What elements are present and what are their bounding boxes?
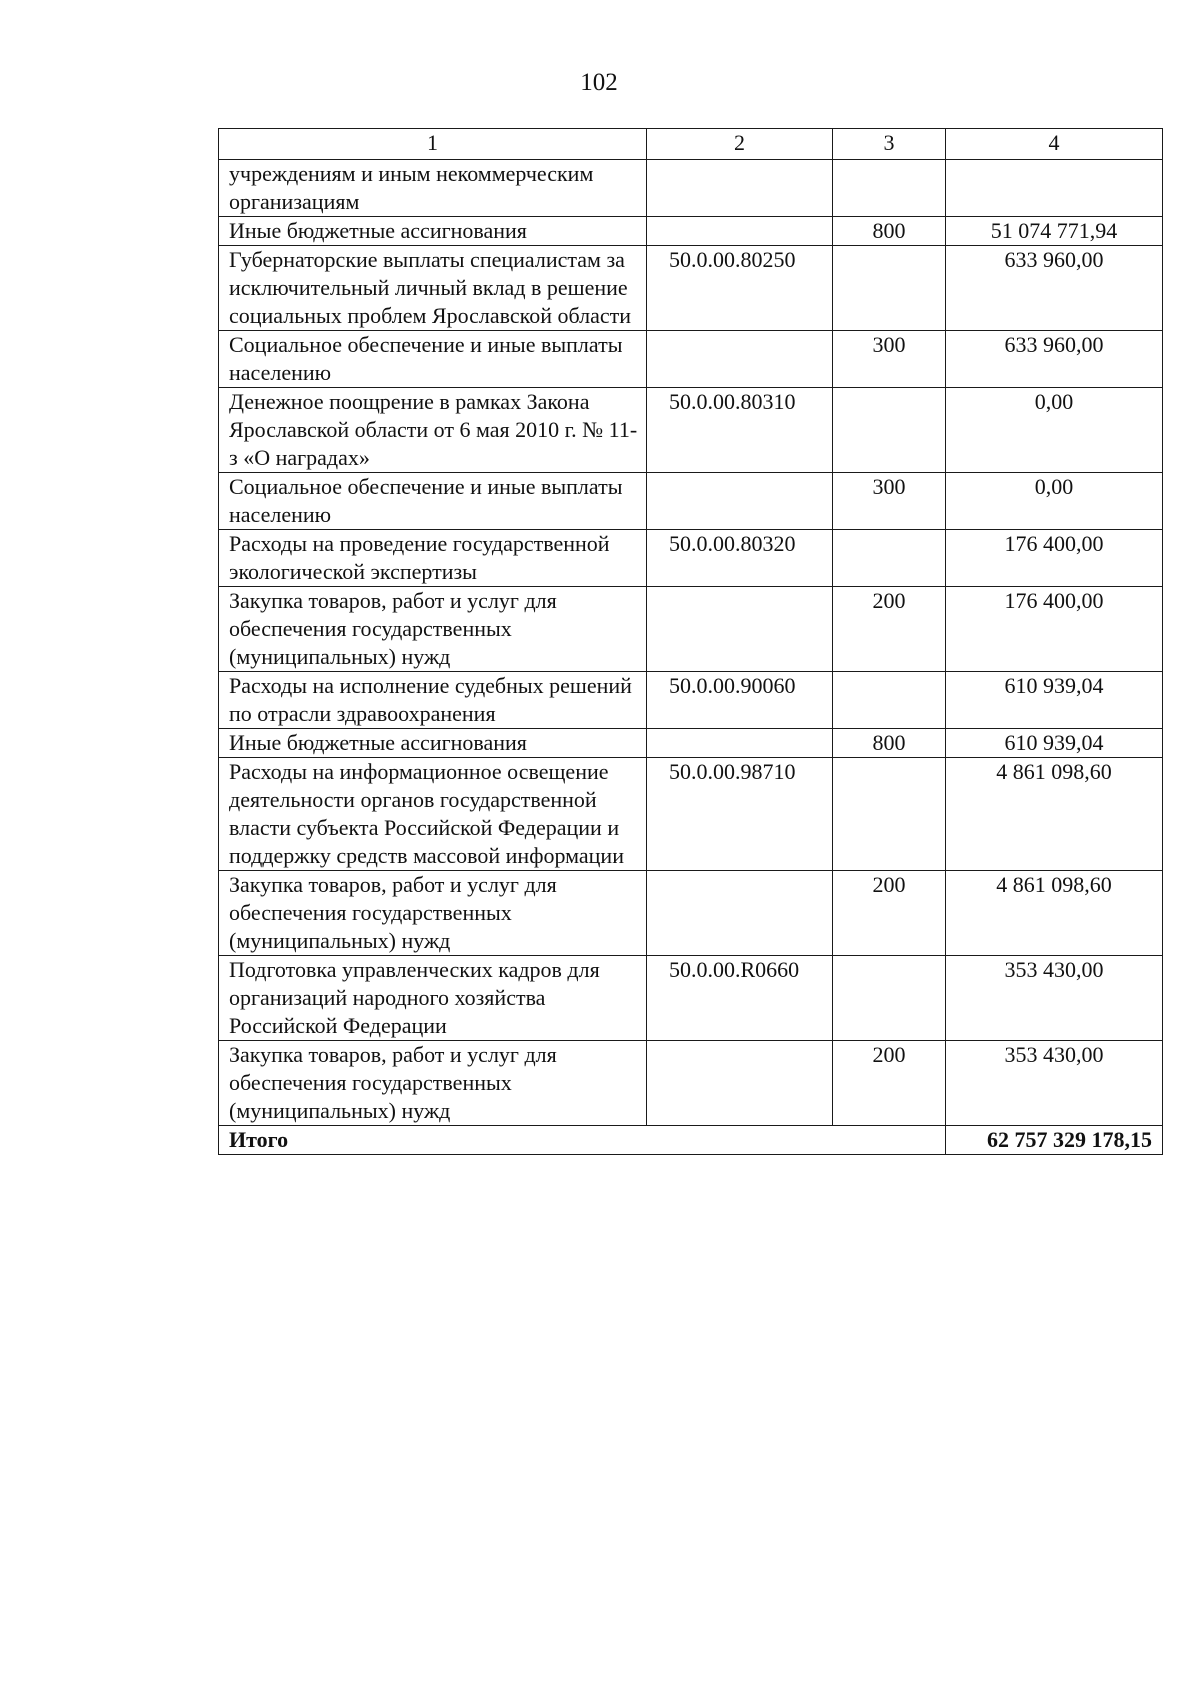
row-name-cell: Расходы на проведение государственной экологической экспертизы <box>219 530 647 587</box>
row-sum-cell: 353 430,00 <box>946 1041 1163 1126</box>
row-code-cell <box>647 871 833 956</box>
table-row <box>219 871 1163 956</box>
row-name-cell: Губернаторские выплаты специалистам за исключительный личный вклад в решение социальных проблем Ярославской области <box>219 246 647 331</box>
row-expense-type-cell: 300 <box>833 331 946 388</box>
row-expense-type-cell: 800 <box>833 217 946 246</box>
row-name-cell: Социальное обеспечение и иные выплаты населению <box>219 473 647 530</box>
row-name-cell: Социальное обеспечение и иные выплаты населению <box>219 331 647 388</box>
table-row <box>219 729 1163 758</box>
total-sum: 62 757 329 178,15 <box>946 1126 1163 1155</box>
row-sum-cell: 51 074 771,94 <box>946 217 1163 246</box>
row-expense-type-cell: 300 <box>833 473 946 530</box>
row-name-cell: Расходы на информационное освещение деятельности органов государственной власти субъекта Российской Федерации и поддержку средств массовой информации <box>219 758 647 871</box>
table-row <box>219 1041 1163 1126</box>
row-expense-type-cell <box>833 672 946 729</box>
row-sum-cell: 610 939,04 <box>946 672 1163 729</box>
table-row <box>219 672 1163 729</box>
row-code-cell <box>647 1041 833 1126</box>
table-row <box>219 956 1163 1041</box>
row-sum-cell: 633 960,00 <box>946 331 1163 388</box>
row-expense-type-cell <box>833 388 946 473</box>
row-expense-type-cell: 200 <box>833 587 946 672</box>
table-row <box>219 758 1163 871</box>
row-name-cell: Закупка товаров, работ и услуг для обеспечения государственных (муниципальных) нужд <box>219 871 647 956</box>
row-code-cell: 50.0.00.98710 <box>647 758 833 871</box>
row-expense-type-cell <box>833 160 946 217</box>
row-code-cell <box>647 331 833 388</box>
table-row <box>219 246 1163 331</box>
table-row <box>219 217 1163 246</box>
table-row <box>219 587 1163 672</box>
row-name-cell: Закупка товаров, работ и услуг для обеспечения государственных (муниципальных) нужд <box>219 1041 647 1126</box>
table-row <box>219 388 1163 473</box>
row-sum-cell: 353 430,00 <box>946 956 1163 1041</box>
row-sum-cell: 0,00 <box>946 473 1163 530</box>
row-expense-type-cell: 200 <box>833 871 946 956</box>
header-cell-4: 4 <box>946 129 1163 160</box>
row-code-cell <box>647 587 833 672</box>
total-label: Итого <box>219 1126 946 1155</box>
table-row <box>219 160 1163 217</box>
row-sum-cell: 4 861 098,60 <box>946 758 1163 871</box>
row-sum-cell: 610 939,04 <box>946 729 1163 758</box>
row-name-cell: Подготовка управленческих кадров для организаций народного хозяйства Российской Федерации <box>219 956 647 1041</box>
row-name-cell: Иные бюджетные ассигнования <box>219 729 647 758</box>
budget-table <box>218 128 1163 1155</box>
row-sum-cell: 176 400,00 <box>946 587 1163 672</box>
row-expense-type-cell <box>833 758 946 871</box>
header-cell-3: 3 <box>833 129 946 160</box>
table-row <box>219 530 1163 587</box>
page-number: 102 <box>580 69 618 96</box>
row-code-cell <box>647 473 833 530</box>
header-cell-2: 2 <box>647 129 833 160</box>
row-expense-type-cell: 200 <box>833 1041 946 1126</box>
row-expense-type-cell <box>833 530 946 587</box>
row-code-cell: 50.0.00.80250 <box>647 246 833 331</box>
table-row <box>219 331 1163 388</box>
row-sum-cell: 0,00 <box>946 388 1163 473</box>
total-row <box>219 1126 1163 1155</box>
row-name-cell: Денежное поощрение в рамках Закона Ярославской области от 6 мая 2010 г. № 11-з «О наградах» <box>219 388 647 473</box>
table-row <box>219 473 1163 530</box>
row-name-cell: учреждениям и иным некоммерческим организациям <box>219 160 647 217</box>
header-cell-1: 1 <box>219 129 647 160</box>
row-code-cell: 50.0.00.R0660 <box>647 956 833 1041</box>
row-name-cell: Закупка товаров, работ и услуг для обеспечения государственных (муниципальных) нужд <box>219 587 647 672</box>
row-sum-cell: 176 400,00 <box>946 530 1163 587</box>
row-code-cell: 50.0.00.90060 <box>647 672 833 729</box>
table-header-row <box>219 129 1163 160</box>
row-expense-type-cell: 800 <box>833 729 946 758</box>
row-sum-cell: 633 960,00 <box>946 246 1163 331</box>
row-code-cell: 50.0.00.80320 <box>647 530 833 587</box>
row-sum-cell <box>946 160 1163 217</box>
row-name-cell: Расходы на исполнение судебных решений по отрасли здравоохранения <box>219 672 647 729</box>
row-expense-type-cell <box>833 246 946 331</box>
row-expense-type-cell <box>833 956 946 1041</box>
row-sum-cell: 4 861 098,60 <box>946 871 1163 956</box>
row-code-cell: 50.0.00.80310 <box>647 388 833 473</box>
row-name-cell: Иные бюджетные ассигнования <box>219 217 647 246</box>
row-code-cell <box>647 217 833 246</box>
row-code-cell <box>647 160 833 217</box>
row-code-cell <box>647 729 833 758</box>
